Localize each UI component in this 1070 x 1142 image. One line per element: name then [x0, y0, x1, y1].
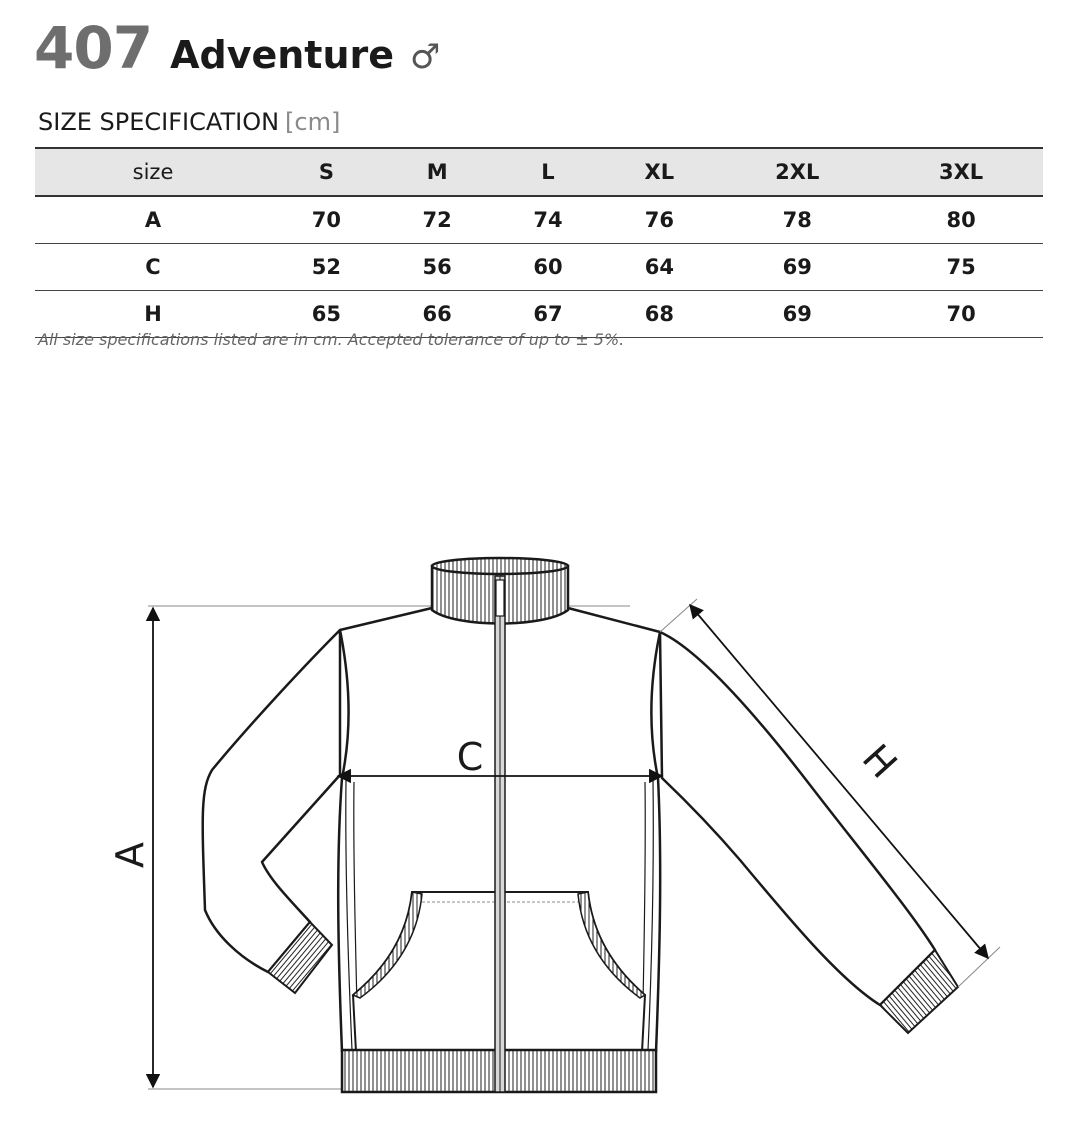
- table-cell: 70: [879, 291, 1043, 338]
- table-cell: 69: [715, 244, 879, 291]
- product-name: Adventure: [170, 33, 395, 77]
- row-label: C: [35, 244, 271, 291]
- table-cell: 66: [382, 291, 493, 338]
- measure-h-label: H: [853, 735, 906, 787]
- size-header-cell: S: [271, 148, 382, 196]
- size-header-label: size: [35, 148, 271, 196]
- male-icon: ♂: [410, 37, 441, 77]
- row-label: A: [35, 196, 271, 244]
- size-header-cell: M: [382, 148, 493, 196]
- tolerance-note: All size specifications listed are in cm. Accepted tolerance of up to ± 5%.: [38, 330, 625, 349]
- table-cell: 52: [271, 244, 382, 291]
- table-cell: 74: [493, 196, 604, 244]
- spec-title-text: SIZE SPECIFICATION: [38, 108, 280, 136]
- table-cell: 72: [382, 196, 493, 244]
- table-cell: 75: [879, 244, 1043, 291]
- right-sleeve: [660, 632, 935, 1005]
- table-cell: 78: [715, 196, 879, 244]
- measure-c-label: C: [456, 735, 484, 779]
- table-cell: 56: [382, 244, 493, 291]
- size-header-cell: 3XL: [879, 148, 1043, 196]
- zipper: [495, 576, 505, 1092]
- table-cell: 69: [715, 291, 879, 338]
- size-header-cell: 2XL: [715, 148, 879, 196]
- table-cell: 68: [603, 291, 715, 338]
- table-cell: 64: [603, 244, 715, 291]
- table-cell: 80: [879, 196, 1043, 244]
- table-cell: 65: [271, 291, 382, 338]
- measure-a-label: A: [108, 842, 152, 868]
- table-cell: 67: [493, 291, 604, 338]
- size-header-cell: XL: [603, 148, 715, 196]
- table-cell: 76: [603, 196, 715, 244]
- collar-top: [432, 558, 568, 574]
- spec-unit: [cm]: [285, 108, 341, 136]
- table-cell: 60: [493, 244, 604, 291]
- table-cell: 70: [271, 196, 382, 244]
- row-label: H: [35, 291, 271, 338]
- size-header-cell: L: [493, 148, 604, 196]
- product-code: 407: [34, 14, 153, 82]
- left-sleeve: [203, 630, 340, 972]
